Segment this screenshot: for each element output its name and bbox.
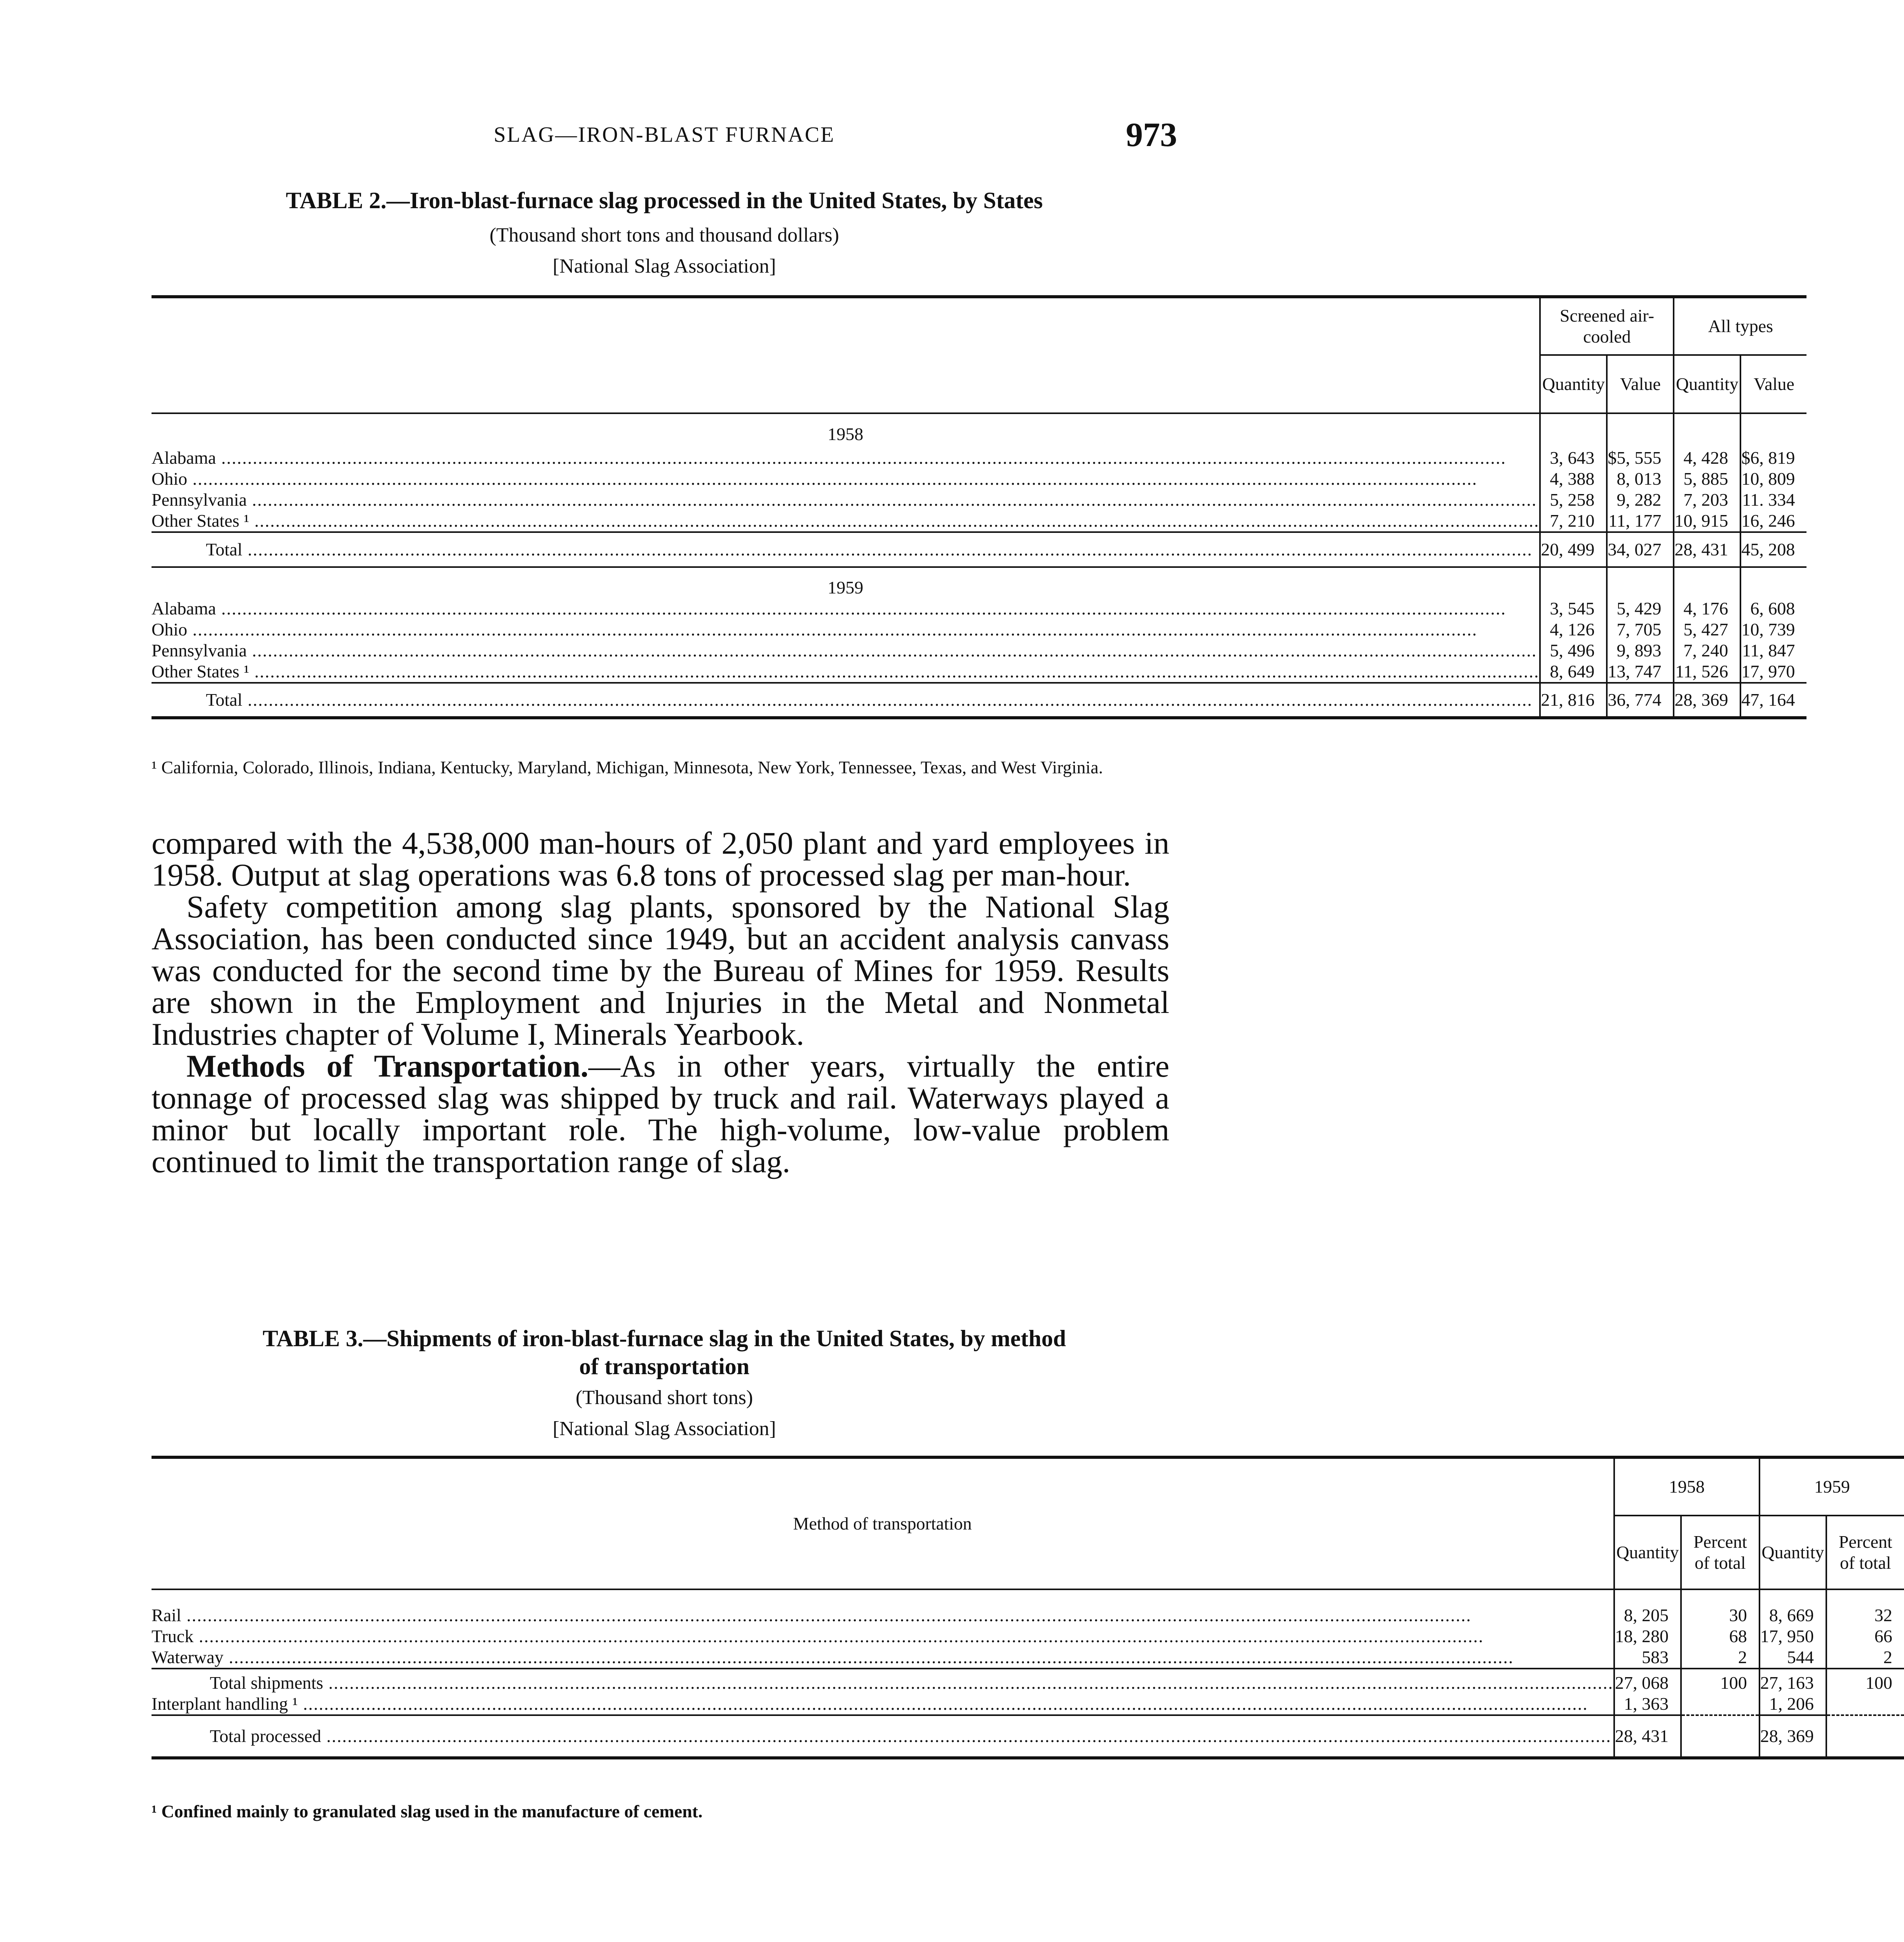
table2-total-cell: 28, 369 (1674, 683, 1740, 718)
table3 (152, 1456, 1904, 1759)
table2-cell: 5, 427 (1674, 619, 1740, 640)
running-title: SLAG—IRON-BLAST FURNACE (493, 123, 835, 147)
table3-cell: 583 (1614, 1647, 1681, 1669)
table2-cell: 11. 334 (1740, 489, 1806, 510)
paragraph-3 (152, 1050, 1169, 1178)
table2-cell: 11, 526 (1674, 661, 1740, 683)
table2-group-screened: Screened air-cooled (1540, 297, 1674, 355)
table2-total-cell: 21, 816 (1540, 683, 1607, 718)
table2 (152, 295, 1806, 719)
table3-footnote: ¹ Confined mainly to granulated slag used in the manufacture of cement. (152, 1801, 703, 1821)
table3-units: (Thousand short tons) (575, 1387, 753, 1409)
table2-year-1958: 1958 (827, 424, 864, 444)
table3-year-1959: 1959 (1759, 1457, 1904, 1516)
table2-cell: 4, 388 (1540, 468, 1607, 489)
table3-cell: 27, 163 (1759, 1672, 1826, 1693)
table3-total-label: Total processed ..... (210, 1726, 1611, 1746)
table2-col-header: Value (1740, 355, 1806, 413)
table2-cell: 4, 428 (1674, 447, 1740, 468)
table2-cell: 7, 705 (1607, 619, 1674, 640)
table3-caption-line2: of transportation (579, 1354, 750, 1379)
page-number: 973 (1126, 116, 1177, 154)
table3-row-label: Rail ..... (152, 1605, 1472, 1625)
table3-cell: 2 (1681, 1647, 1759, 1669)
paragraph-1: compared with the 4,538,000 man-hours of 2,050 plant and yard employees in 1958. Output at slag operations was 6.8 tons of processed slag per man-hour. (152, 825, 1169, 893)
table3-col-header: Quantity (1614, 1516, 1681, 1589)
table3-cell: 66 (1826, 1626, 1904, 1647)
body-text (152, 827, 1169, 1178)
table2-cell: 7, 210 (1540, 510, 1607, 532)
table2-cell: 10, 809 (1740, 468, 1806, 489)
table2-cell: 7, 203 (1674, 489, 1740, 510)
table2-footnote: ¹ California, Colorado, Illinois, Indiana, Kentucky, Maryland, Michigan, Minnesota, New York, Tennessee, Texas, and West Virginia. (152, 757, 1103, 777)
table2-row-label: Pennsylvania ..... (152, 490, 1537, 510)
table3-total-cell: 28, 369 (1759, 1715, 1826, 1758)
table2-cell: 9, 282 (1607, 489, 1674, 510)
table3-caption-line1: TABLE 3.—Shipments of iron-blast-furnace slag in the United States, by method (263, 1326, 1066, 1351)
table3-col-header: Percent of total (1826, 1516, 1904, 1589)
table3-subtotal-label: Total shipments ..... (210, 1673, 1613, 1693)
paragraph-3-text: —As in other years, virtually the entire tonnage of processed slag was shipped by truck and rail. Waterways played a minor but locally important role. The high-volume, low-value problem continued to limit the transportation range of slag. (152, 1048, 1170, 1179)
table3-total-cell (1681, 1715, 1759, 1758)
table2-total-cell: 34, 027 (1607, 532, 1674, 567)
table3-cell: 544 (1759, 1647, 1826, 1669)
table2-year-1959: 1959 (827, 578, 864, 597)
table2-cell: 4, 126 (1540, 619, 1607, 640)
table3-cell: 18, 280 (1614, 1626, 1681, 1647)
table2-cell: 3, 643 (1540, 447, 1607, 468)
table3-total-cell: 28, 431 (1614, 1715, 1681, 1758)
table3-source: [National Slag Association] (552, 1418, 776, 1440)
table3-cell: 8, 205 (1614, 1605, 1681, 1626)
table2-total-cell: 47, 164 (1740, 683, 1806, 718)
table2-row-label: Alabama ..... (152, 599, 1506, 618)
table2-source: [National Slag Association] (552, 255, 776, 277)
table2-caption: TABLE 2.—Iron-blast-furnace slag processed in the United States, by States (286, 188, 1043, 213)
table2-total-cell: 28, 431 (1674, 532, 1740, 567)
table2-row-label: Other States ¹ ..... (152, 511, 1539, 531)
table3-stub-header: Method of transportation (152, 1457, 1614, 1589)
table2-cell: 11, 177 (1607, 510, 1674, 532)
table2-cell: 5, 496 (1540, 640, 1607, 661)
table3-cell: 1, 206 (1759, 1693, 1826, 1715)
table3-col-header: Quantity (1759, 1516, 1826, 1589)
table2-units: (Thousand short tons and thousand dollars) (490, 224, 839, 246)
table2-row-label: Other States ¹ ..... (152, 661, 1539, 681)
table2-cell: 5, 429 (1607, 598, 1674, 619)
table3-cell (1826, 1693, 1904, 1715)
paragraph-2: Safety competition among slag plants, sponsored by the National Slag Association, has been conducted since 1949, but an accident analysis canvass was conducted for the second time by the Bureau of Mines for 1959. Results are shown in the Employment and Injuries in the Metal and Nonmetal Industries chapter of Volume I, Minerals Yearbook. (152, 889, 1169, 1052)
table3-col-header: Percent of total (1681, 1516, 1759, 1589)
table2-group-all: All types (1674, 297, 1806, 355)
table2-cell: 8, 013 (1607, 468, 1674, 489)
table2-col-header: Quantity (1540, 355, 1607, 413)
table2-total-cell: 36, 774 (1607, 683, 1674, 718)
table2-cell: 4, 176 (1674, 598, 1740, 619)
table3-cell: 30 (1681, 1605, 1759, 1626)
table3-year-1958: 1958 (1614, 1457, 1759, 1516)
table2-cell: 7, 240 (1674, 640, 1740, 661)
table3-cell: 1, 363 (1614, 1693, 1681, 1715)
table2-cell: 10, 739 (1740, 619, 1806, 640)
table2-cell: 13, 747 (1607, 661, 1674, 683)
table2-cell: 3, 545 (1540, 598, 1607, 619)
table3-cell (1681, 1693, 1759, 1715)
running-head (152, 118, 1177, 153)
table2-row-label: Ohio ..... (152, 469, 1477, 489)
table3-cell: 17, 950 (1759, 1626, 1826, 1647)
table3-cell: 27, 068 (1614, 1672, 1681, 1693)
table2-cell: 17, 970 (1740, 661, 1806, 683)
table3-cell: 68 (1681, 1626, 1759, 1647)
table2-row-label: Alabama ..... (152, 448, 1506, 468)
table2-total-cell: 45, 208 (1740, 532, 1806, 567)
table2-cell: 11, 847 (1740, 640, 1806, 661)
table2-cell: 6, 608 (1740, 598, 1806, 619)
table2-cell: 5, 885 (1674, 468, 1740, 489)
table2-cell: 16, 246 (1740, 510, 1806, 532)
table3-cell: 32 (1826, 1605, 1904, 1626)
table2-cell: 10, 915 (1674, 510, 1740, 532)
table3-cell: 2 (1826, 1647, 1904, 1669)
table3-cell: 8, 669 (1759, 1605, 1826, 1626)
table2-row-label: Pennsylvania ..... (152, 640, 1537, 660)
table2-cell: 8, 649 (1540, 661, 1607, 683)
table3-total-cell (1826, 1715, 1904, 1758)
table3-subtotal-label: Interplant handling ¹ ..... (152, 1694, 1588, 1714)
table2-col-header: Quantity (1674, 355, 1740, 413)
table2-total-label: Total ..... (206, 690, 1533, 710)
table2-cell: 5, 258 (1540, 489, 1607, 510)
table3-cell: 100 (1681, 1672, 1759, 1693)
table2-row-label: Ohio ..... (152, 619, 1477, 639)
table2-total-label: Total ..... (206, 539, 1533, 559)
table2-total-cell: 20, 499 (1540, 532, 1607, 567)
table2-col-header: Value (1607, 355, 1674, 413)
table2-cell: $6, 819 (1740, 447, 1806, 468)
table3-row-label: Waterway ..... (152, 1647, 1514, 1667)
table3-row-label: Truck ..... (152, 1626, 1484, 1646)
table3-cell: 100 (1826, 1672, 1904, 1693)
paragraph-3-head: Methods of Transportation. (186, 1048, 589, 1084)
table2-cell: 9, 893 (1607, 640, 1674, 661)
table2-cell: $5, 555 (1607, 447, 1674, 468)
